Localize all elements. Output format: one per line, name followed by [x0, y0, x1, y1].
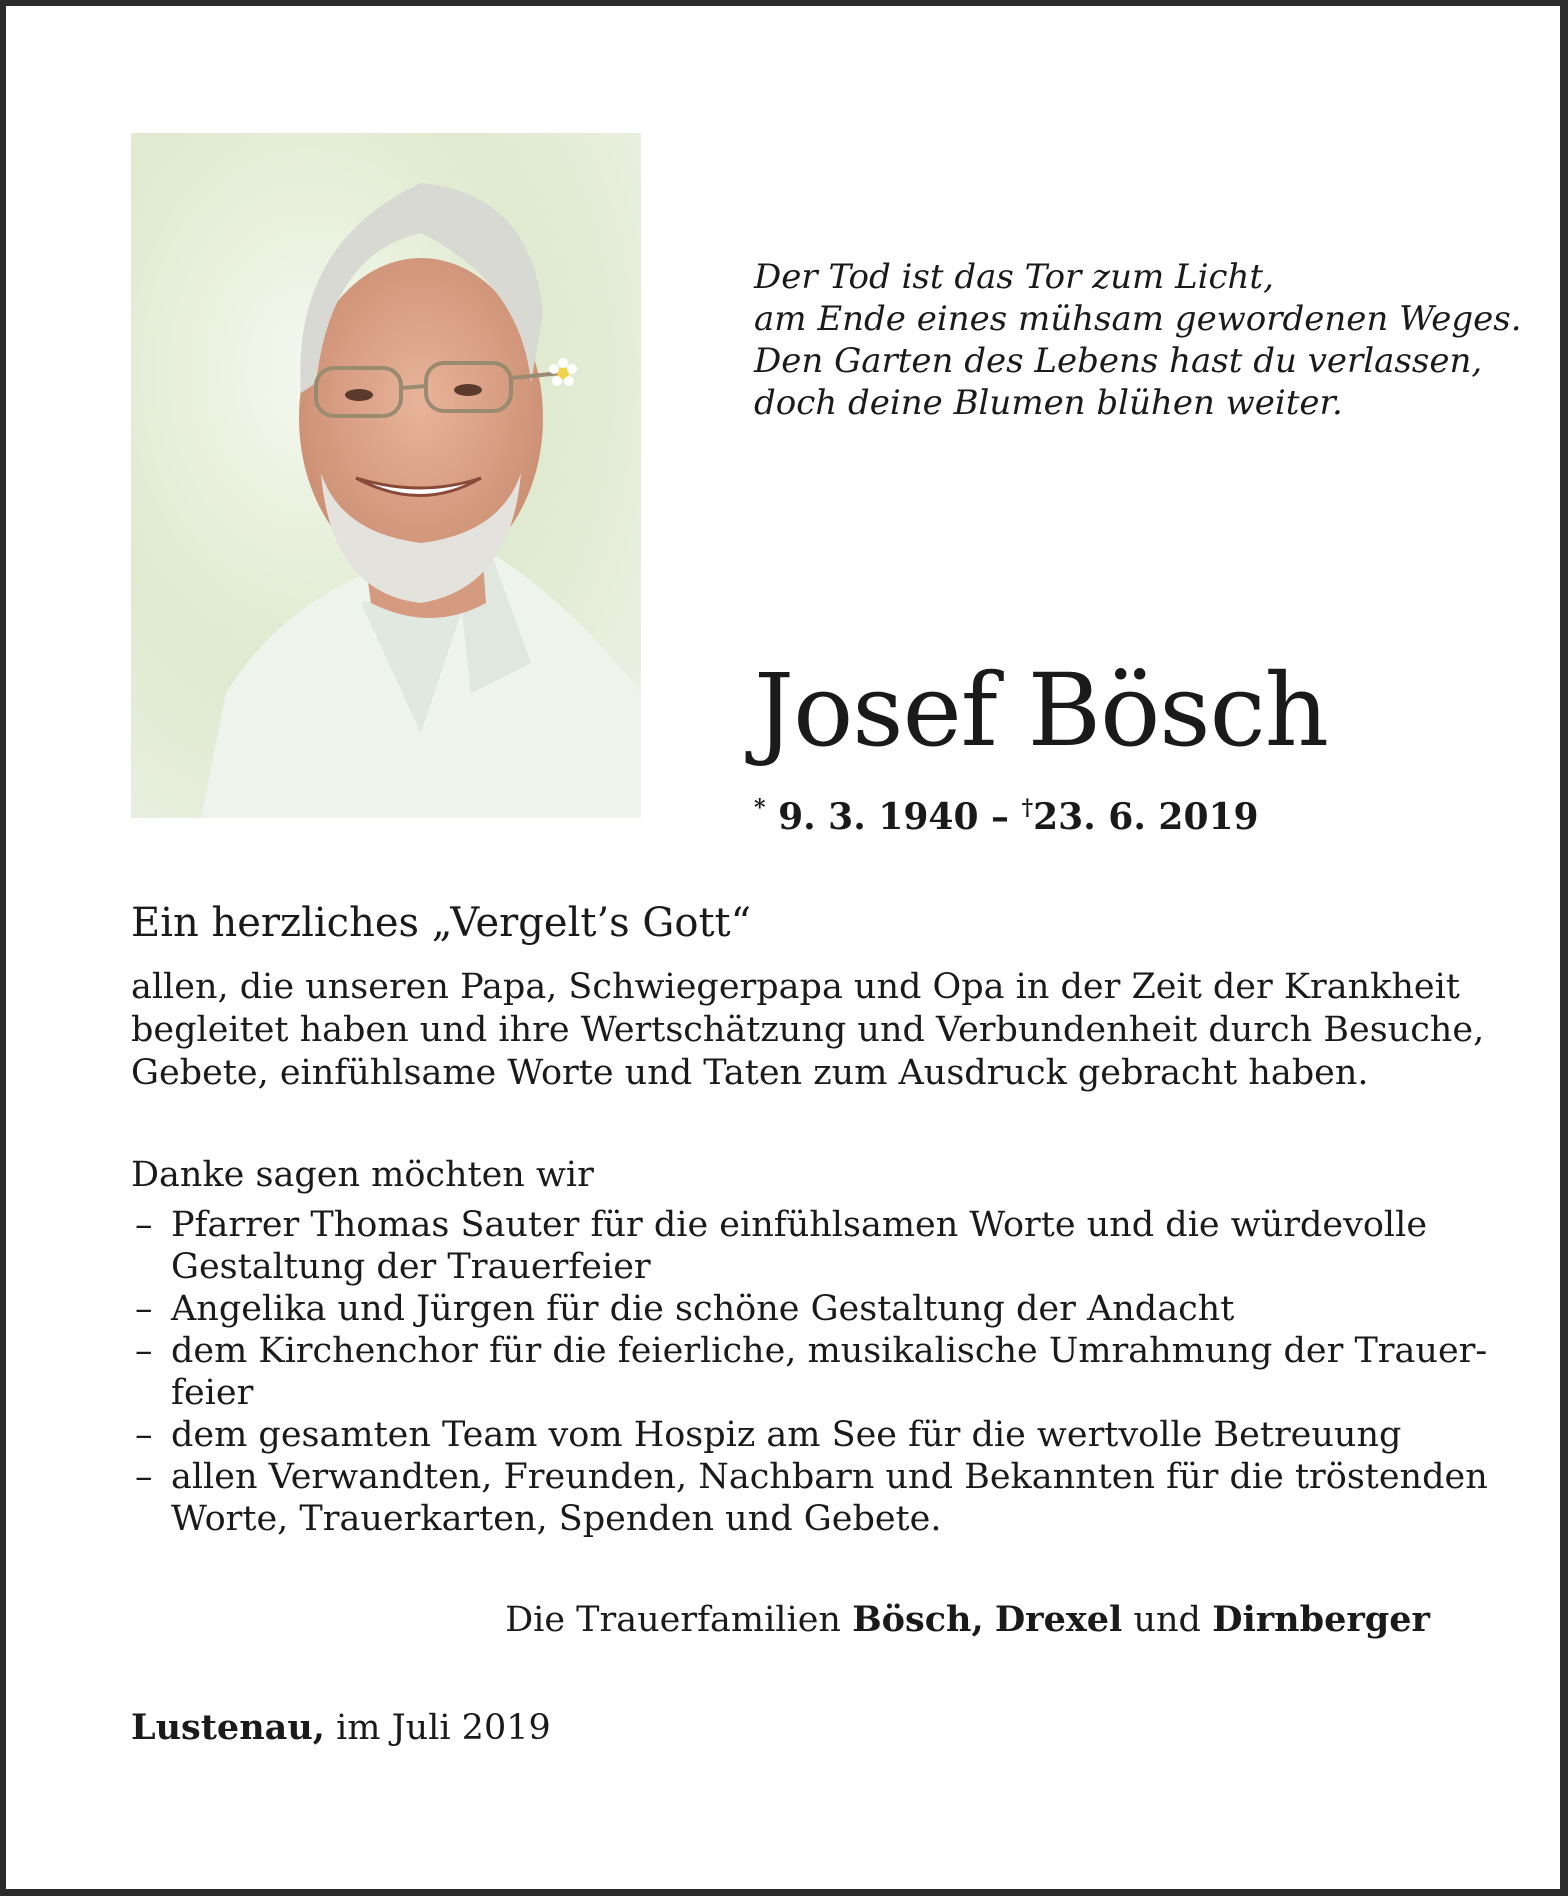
list-item-line: dem gesamten Team vom Hospiz am See für die wertvolle Betreuung	[171, 1415, 1402, 1455]
list-dash: –	[135, 1457, 153, 1497]
obituary-card	[6, 6, 1560, 1889]
family-name: Bösch,	[852, 1599, 984, 1640]
deceased-name: Josef Bösch	[754, 652, 1329, 769]
date-separator: –	[991, 796, 1010, 838]
life-dates	[754, 786, 1259, 839]
list-item	[131, 1330, 1488, 1414]
list-item	[131, 1204, 1451, 1288]
verse-line: Der Tod ist das Tor zum Licht,	[754, 257, 1274, 297]
death-symbol: †	[1021, 795, 1034, 821]
birth-date: 9. 3. 1940	[778, 796, 979, 838]
thanks-intro: Danke sagen möchten wir	[131, 1155, 594, 1195]
list-dash: –	[135, 1331, 153, 1371]
death-date: 23. 6. 2019	[1033, 796, 1259, 838]
intro-line: Gebete, einfühlsame Worte und Taten zum Ausdruck gebracht haben.	[131, 1053, 1369, 1093]
intro-paragraph	[131, 966, 1485, 1095]
verse	[754, 256, 1522, 424]
list-item-line: dem Kirchenchor für die feierliche, musikalische Umrahmung der Trauer-	[171, 1331, 1488, 1371]
thanks-list	[131, 1204, 1488, 1540]
verse-line: Den Garten des Lebens hast du verlassen,	[754, 341, 1483, 381]
list-item-line: Pfarrer Thomas Sauter für die einfühlsamen Worte und die würdevolle	[171, 1205, 1428, 1245]
list-item-line: Gestaltung der Trauerfeier	[171, 1247, 651, 1287]
family-name: Drexel	[994, 1599, 1123, 1640]
place-city: Lustenau,	[131, 1707, 325, 1748]
intro-line: allen, die unseren Papa, Schwiegerpapa und Opa in der Zeit der Krankheit	[131, 967, 1460, 1007]
list-item	[131, 1456, 1488, 1540]
list-item-line: Worte, Trauerkarten, Spenden und Gebete.	[171, 1499, 942, 1539]
list-dash: –	[135, 1415, 153, 1455]
family-name: Dirnberger	[1212, 1599, 1430, 1640]
signature-prefix: Die Trauerfamilien	[505, 1600, 841, 1640]
list-dash: –	[135, 1289, 153, 1329]
thanks-heading: Ein herzliches „Vergelt’s Gott“	[131, 900, 752, 946]
list-item	[131, 1288, 1451, 1330]
list-item-line: feier	[171, 1373, 254, 1413]
list-item	[131, 1414, 1451, 1456]
list-item-line: allen Verwandten, Freunden, Nachbarn und Bekannten für die tröstenden	[171, 1457, 1488, 1497]
place-month: im Juli 2019	[336, 1708, 551, 1748]
list-item-line: Angelika und Jürgen für die schöne Gestaltung der Andacht	[171, 1289, 1235, 1329]
verse-line: doch deine Blumen blühen weiter.	[754, 383, 1343, 423]
family-signature	[505, 1598, 1430, 1642]
portrait-photo	[131, 133, 641, 818]
signature-conjunction: und	[1133, 1600, 1201, 1640]
intro-line: begleitet haben und ihre Wertschätzung und Verbundenheit durch Besuche,	[131, 1010, 1485, 1050]
list-dash: –	[135, 1205, 153, 1245]
place-date	[131, 1706, 551, 1750]
verse-line: am Ende eines mühsam gewordenen Weges.	[754, 299, 1522, 339]
birth-symbol: *	[754, 795, 766, 821]
